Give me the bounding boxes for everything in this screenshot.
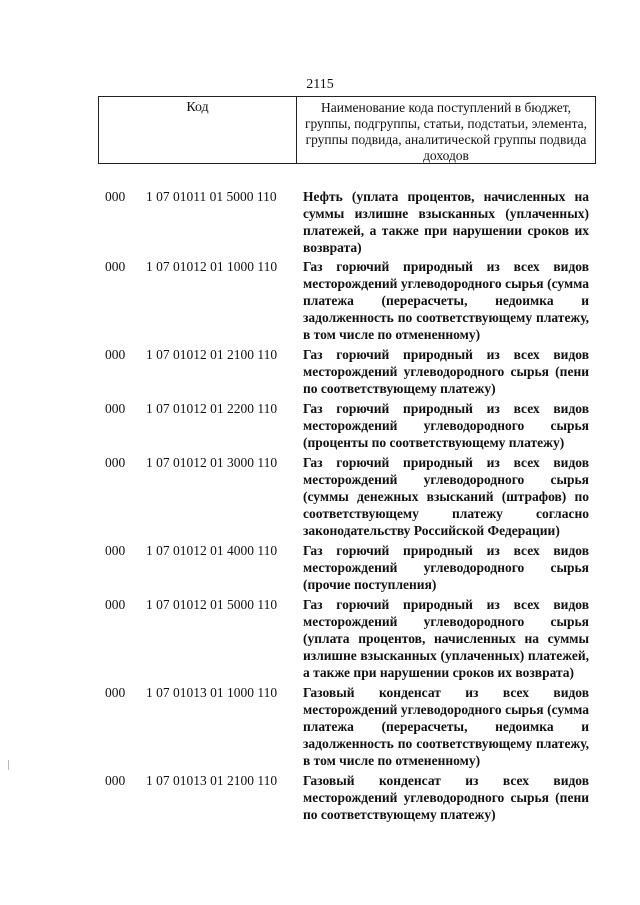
income-code: 1 07 01011 01 5000 110 (146, 189, 277, 204)
income-name: Нефть (уплата процентов, начисленных на суммы излишне взысканных (уплаченных) платежей, а также при нарушении сроков их возврата) (303, 189, 589, 255)
admin-code: 000 (105, 259, 126, 274)
page-number: 2115 (306, 77, 334, 92)
income-name: Газ горючий природный из всех видов месторождений углеводородного сырья (уплата процентов, начисленных на суммы излишне взысканных (уплаченных) платежей, а также при нарушении сроков их возврата) (303, 597, 589, 680)
table-row (0, 596, 640, 681)
income-name: Газовый конденсат из всех видов месторождений углеводородного сырья (пени по соответствующему платежу) (303, 773, 589, 822)
income-code: 1 07 01012 01 2200 110 (146, 401, 278, 416)
table-row (0, 258, 640, 343)
table-header (98, 96, 596, 164)
income-name: Газ горючий природный из всех видов месторождений углеводородного сырья (сумма платежа (перерасчеты, недоимка и задолженность по соответствующему платежу, в том числе по отмененному) (303, 259, 589, 342)
income-code: 1 07 01012 01 4000 110 (146, 543, 278, 558)
table-row (0, 454, 640, 539)
admin-code: 000 (105, 401, 126, 416)
admin-code: 000 (105, 455, 126, 470)
income-name: Газовый конденсат из всех видов месторождений углеводородного сырья (сумма платежа (перерасчеты, недоимка и задолженность по соответствующему платежу, в том числе по отмененному) (303, 685, 589, 768)
header-code-cell: Код (99, 97, 297, 163)
income-code: 1 07 01013 01 2100 110 (146, 773, 278, 788)
income-codes-list (0, 188, 640, 826)
admin-code: 000 (105, 773, 126, 788)
income-code: 1 07 01012 01 2100 110 (146, 347, 278, 362)
income-code: 1 07 01012 01 5000 110 (146, 597, 278, 612)
admin-code: 000 (105, 189, 126, 204)
table-row (0, 400, 640, 451)
admin-code: 000 (105, 597, 126, 612)
income-name: Газ горючий природный из всех видов месторождений углеводородного сырья (прочие поступления) (303, 543, 589, 592)
income-code: 1 07 01012 01 1000 110 (146, 259, 278, 274)
admin-code: 000 (105, 347, 126, 362)
table-row (0, 346, 640, 397)
income-name: Газ горючий природный из всех видов месторождений углеводородного сырья (проценты по соответствующему платежу) (303, 401, 589, 450)
income-name: Газ горючий природный из всех видов месторождений углеводородного сырья (суммы денежных взысканий (штрафов) по соответствующему платежу согласно законодательству Российской Федерации) (303, 455, 589, 538)
income-code: 1 07 01012 01 3000 110 (146, 455, 278, 470)
table-row (0, 188, 640, 256)
admin-code: 000 (105, 543, 126, 558)
admin-code: 000 (105, 685, 126, 700)
income-name: Газ горючий природный из всех видов месторождений углеводородного сырья (пени по соответствующему платежу) (303, 347, 589, 396)
scan-mark (8, 760, 9, 770)
header-name-cell: Наименование кода поступлений в бюджет, группы, подгруппы, статьи, подстатьи, элемента, группы подвида, аналитической группы подвида доходов (304, 100, 588, 163)
table-row (0, 684, 640, 769)
table-row (0, 772, 640, 823)
table-row (0, 542, 640, 593)
income-code: 1 07 01013 01 1000 110 (146, 685, 278, 700)
